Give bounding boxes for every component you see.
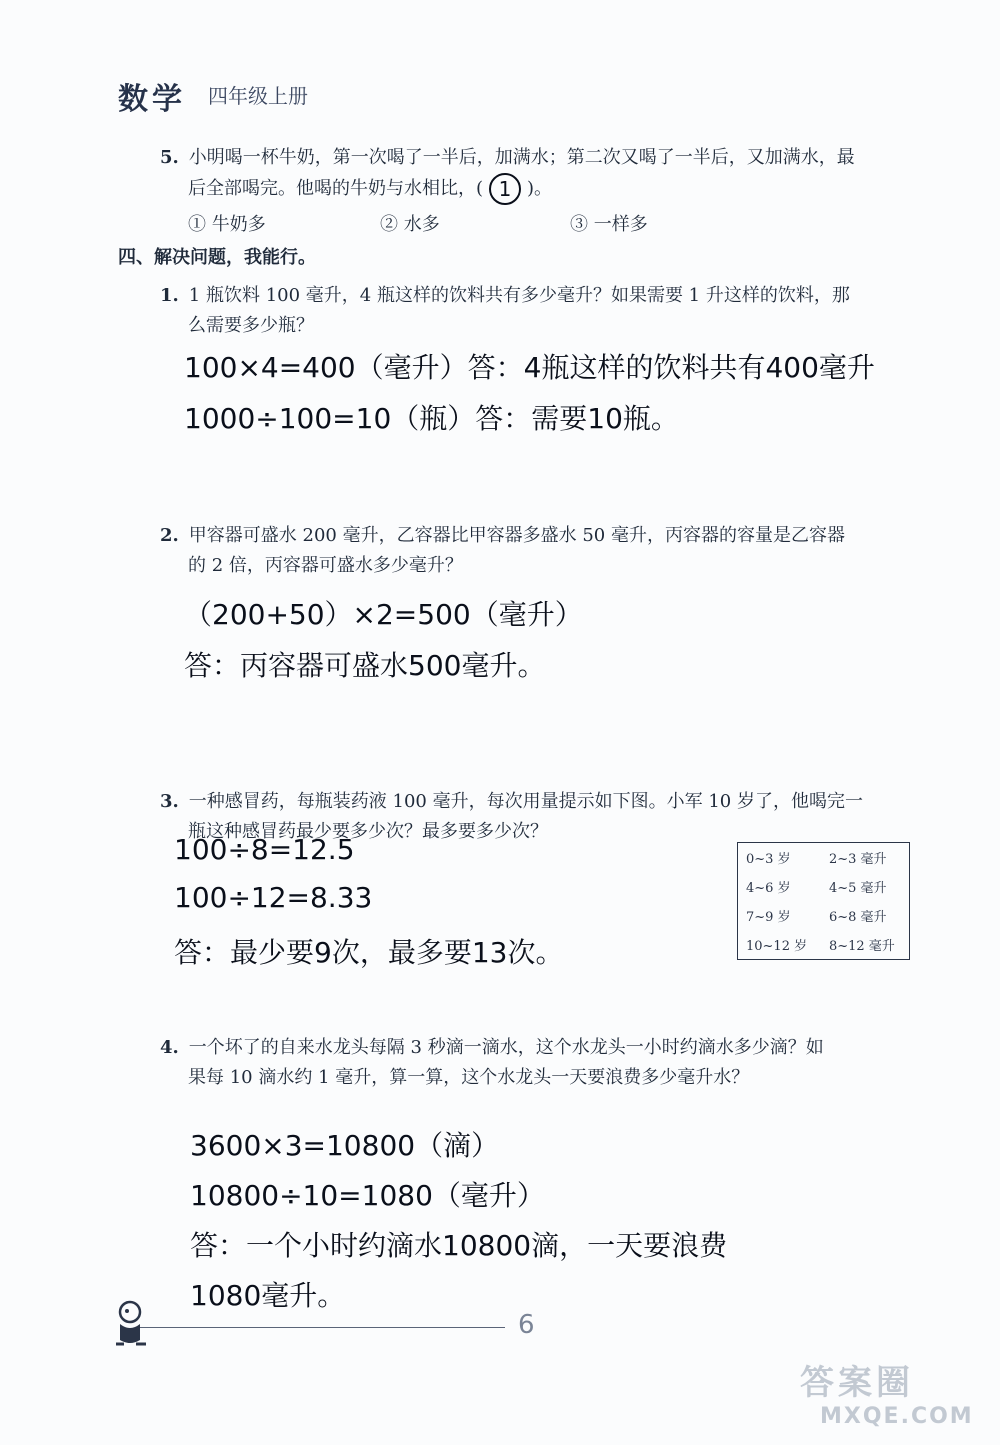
problem-number: 4. [160, 1037, 179, 1058]
problem-number: 2. [160, 525, 179, 546]
problem-1 [160, 281, 940, 341]
option-2: ② 水多 [380, 214, 440, 235]
age-cell: 7~9 岁 [746, 910, 791, 925]
grade-label: 四年级上册 [208, 84, 308, 108]
problem-text: 甲容器可盛水 200 毫升，乙容器比甲容器多盛水 50 毫升，丙容器的容量是乙容器 [188, 525, 845, 546]
footer-line [140, 1327, 505, 1328]
problem-text: 的 2 倍，丙容器可盛水多少毫升？ [188, 555, 463, 576]
table-row [738, 872, 910, 901]
table-row [738, 843, 910, 873]
age-cell: 4~6 岁 [746, 881, 791, 896]
problem-text: 一个坏了的自来水龙头每隔 3 秒滴一滴水，这个水龙头一小时约滴水多少滴？如 [188, 1037, 824, 1058]
question-text: )。 [527, 178, 553, 199]
watermark-text: 答案圈 [800, 1363, 914, 1403]
option-3: ③ 一样多 [570, 214, 648, 235]
question-5 [160, 143, 940, 205]
age-cell: 10~12 岁 [746, 939, 808, 954]
problem-text: 果每 10 滴水约 1 毫升，算一算，这个水龙头一天要浪费多少毫升水？ [188, 1067, 750, 1088]
problem-text: 1 瓶饮料 100 毫升，4 瓶这样的饮料共有多少毫升？如果需要 1 升这样的饮料，那 [188, 285, 850, 306]
subject-title: 数学 [118, 82, 186, 117]
table-row [738, 901, 910, 930]
section-title: 四、解决问题，我能行。 [118, 247, 316, 268]
dose-cell: 8~12 毫升 [828, 939, 895, 954]
age-cell: 0~3 岁 [746, 852, 791, 867]
dosage-table [737, 842, 910, 960]
answer-line: 答：最少要9次，最多要13次。 [174, 936, 564, 969]
problem-2 [160, 521, 940, 581]
table-row [738, 930, 910, 960]
option-1: ① 牛奶多 [188, 214, 266, 235]
handwritten-answer-circle: 1 [489, 173, 521, 205]
dose-cell: 6~8 毫升 [828, 910, 887, 925]
answer-line: 3600×3=10800（滴） [190, 1129, 500, 1162]
answer-line: 答：丙容器可盛水500毫升。 [184, 649, 546, 682]
watermark [800, 1355, 990, 1435]
page-number: 6 [518, 1310, 535, 1340]
watermark-url: MXQE.COM [820, 1404, 974, 1429]
question-text: 后全部喝完。他喝的牛奶与水相比，( [188, 178, 484, 199]
question-number: 5. [160, 147, 179, 168]
dose-cell: 2~3 毫升 [828, 852, 887, 867]
mascot-icon [110, 1298, 154, 1350]
answer-line: 100÷8=12.5 [174, 833, 355, 866]
problem-number: 3. [160, 791, 179, 812]
dose-cell: 4~5 毫升 [828, 881, 887, 896]
problem-text: 么需要多少瓶？ [188, 315, 314, 336]
answer-line: （200+50）×2=500（毫升） [184, 598, 583, 631]
answer-line: 答：一个小时约滴水10800滴，一天要浪费 [190, 1229, 728, 1262]
problem-4 [160, 1033, 940, 1093]
question-text: 小明喝一杯牛奶，第一次喝了一半后，加满水；第二次又喝了一半后，又加满水，最 [188, 147, 855, 168]
answer-line: 10800÷10=1080（毫升） [190, 1179, 545, 1212]
answer-line: 1000÷100=10（瓶）答：需要10瓶。 [184, 402, 679, 435]
problem-text: 一种感冒药，每瓶装药液 100 毫升，每次用量提示如下图。小军 10 岁了，他喝完一 [188, 791, 863, 812]
problem-number: 1. [160, 285, 179, 306]
answer-line: 100÷12=8.33 [174, 881, 373, 914]
problem-text: 瓶这种感冒药最少要多少次？最多要多少次？ [188, 821, 548, 842]
answer-line: 100×4=400（毫升）答：4瓶这样的饮料共有400毫升 [184, 351, 875, 384]
answer-line: 1080毫升。 [190, 1279, 346, 1312]
